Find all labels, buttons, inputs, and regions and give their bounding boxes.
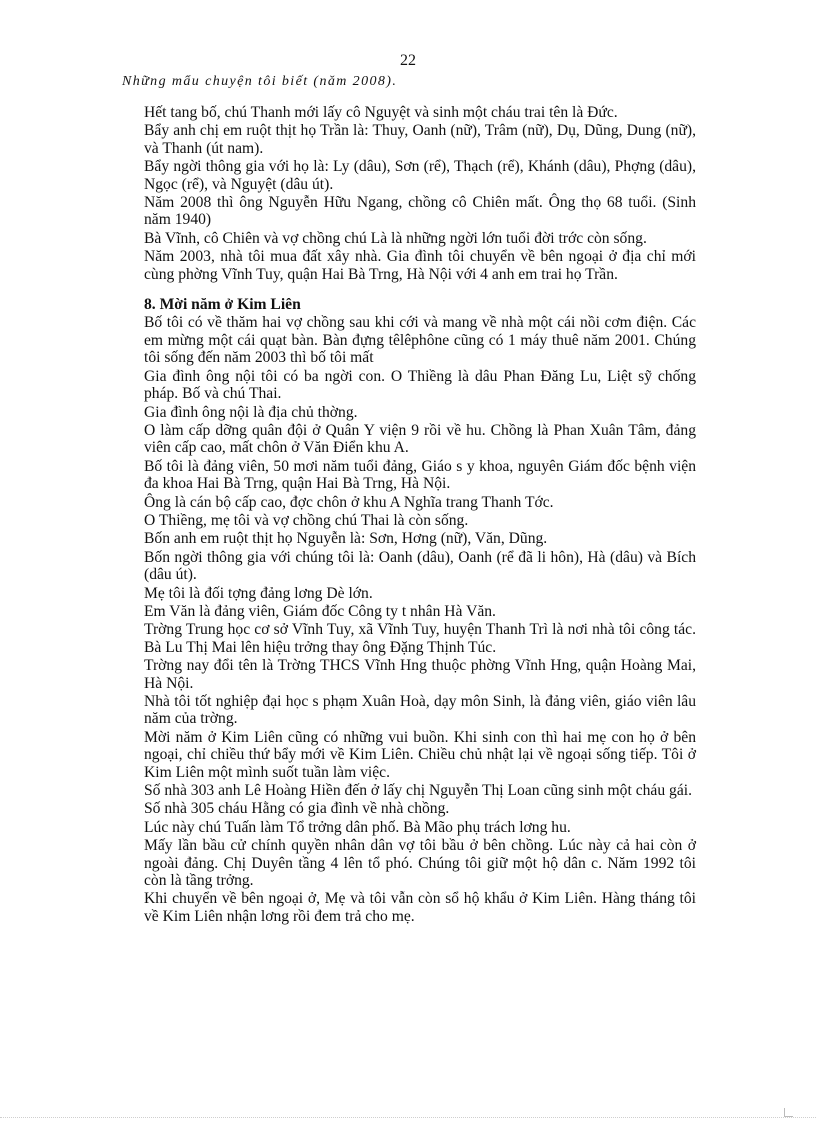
paragraph: Khi chuyển về bên ngoại ở, Mẹ và tôi vẫn còn sổ hộ khẩu ở Kim Liên. Hàng tháng tôi về Kim Liên nhận lơng rồi đem trả cho mẹ. xyxy=(144,890,696,925)
paragraph: Bẩy ngời thông gia với họ là: Ly (dâu), Sơn (rể), Thạch (rể), Khánh (dâu), Phợng (dâu), Ngọc (rể), và Nguyệt (dâu út). xyxy=(144,158,696,193)
paragraph: Hết tang bố, chú Thanh mới lấy cô Nguyệt và sinh một cháu trai tên là Đức. xyxy=(144,104,618,121)
paragraph: O làm cấp dỡng quân đội ở Quân Y viện 9 rồi về hu. Chồng là Phan Xuân Tâm, đảng viên cấp cao, mất chôn ở Văn Điển khu A. xyxy=(144,421,696,457)
paragraph: Trờng Trung học cơ sở Vĩnh Tuy, xã Vĩnh Tuy, huyện Thanh Trì là nơi nhà tôi công tác. Bà Lu Thị Mai lên hiệu trởng thay ông Đặng Thịnh Túc. xyxy=(144,621,696,656)
paragraph: Số nhà 305 cháu Hằng có gia đình về nhà chồng. xyxy=(144,800,450,818)
paragraph: Em Văn là đảng viên, Giám đốc Công ty t nhân Hà Văn. xyxy=(144,602,496,620)
paragraph: Mời năm ở Kim Liên cũng có những vui buồn. Khi sinh con thì hai mẹ con họ ở bên ngoại, chỉ chiều thứ bẩy mới về Kim Liên. Chiều chủ nhật lại về ngoại sống tiếp. Tôi ở Kim Liên một mình suốt tuần làm việc. xyxy=(144,728,696,781)
paragraph: Trờng nay đổi tên là Trờng THCS Vĩnh Hng thuộc phờng Vĩnh Hng, quận Hoàng Mai, Hà Nội. xyxy=(144,657,696,692)
paragraph: Lúc này chú Tuấn làm Tổ trởng dân phố. Bà Mão phụ trách lơng hu. xyxy=(144,818,571,836)
paragraph: Bốn anh em ruột thịt họ Nguyễn là: Sơn, Hơng (nữ), Văn, Dũng. xyxy=(144,530,548,548)
body-text xyxy=(144,104,696,926)
section-heading: 8. Mời năm ở Kim Liên xyxy=(144,296,301,314)
paragraph: Bốn ngời thông gia với chúng tôi là: Oanh (dâu), Oanh (rể đã li hôn), Hà (dâu) và Bích (dâu út). xyxy=(144,548,696,584)
paragraph: Ông là cán bộ cấp cao, đợc chôn ở khu A Nghĩa trang Thanh Tớc. xyxy=(144,493,554,511)
running-header: Những mẩu chuyện tôi biết (năm 2008). xyxy=(122,74,398,89)
footer-rule xyxy=(0,1117,816,1118)
corner-crop-mark xyxy=(784,1108,793,1117)
page-number: 22 xyxy=(400,52,416,69)
paragraph: Mẹ tôi là đối tợng đảng lơng Dè lớn. xyxy=(144,584,373,602)
paragraph: Số nhà 303 anh Lê Hoàng Hiền đến ở lấy chị Nguyễn Thị Loan cũng sinh một cháu gái. xyxy=(144,782,692,800)
paragraph: Bẩy anh chị em ruột thịt họ Trần là: Thuy, Oanh (nữ), Trâm (nữ), Dụ, Dũng, Dung (nữ), và Thanh (út nam). xyxy=(144,122,696,157)
paragraph: Gia đình ông nội tôi có ba ngời con. O Thiềng là dâu Phan Đăng Lu, Liệt sỹ chống pháp. Bố và chú Thai. xyxy=(144,367,696,403)
paragraph: Mấy lần bầu cử chính quyền nhân dân vợ tôi bầu ở bên chồng. Lúc này cả hai còn ở ngoài đảng. Chị Duyên tầng 4 lên tổ phó. Chúng tôi giữ một hộ dân c. Năm 1992 tôi còn là tầng trởng. xyxy=(144,837,696,890)
paragraph: Nhà tôi tốt nghiệp đại học s phạm Xuân Hoà, dạy môn Sinh, là đảng viên, giáo viên lâu năm của trờng. xyxy=(144,693,696,728)
paragraph: Bố tôi là đảng viên, 50 mơi năm tuổi đảng, Giáo s y khoa, nguyên Giám đốc bệnh viện đa khoa Hai Bà Trng, quận Hai Bà Trng, Hà Nội. xyxy=(144,457,696,493)
paragraph: Năm 2003, nhà tôi mua đất xây nhà. Gia đình tôi chuyển về bên ngoại ở địa chỉ mới cùng phờng Vĩnh Tuy, quận Hai Bà Trng, Hà Nội với 4 anh em trai họ Trần. xyxy=(144,248,696,283)
paragraph: Bà Vĩnh, cô Chiên và vợ chồng chú Là là những ngời lớn tuổi đời trớc còn sống. xyxy=(144,229,647,247)
paragraph: Năm 2008 thì ông Nguyễn Hữu Ngang, chồng cô Chiên mất. Ông thọ 68 tuổi. (Sinh năm 1940) xyxy=(144,194,696,229)
paragraph: Bố tôi có về thăm hai vợ chồng sau khi cới và mang về nhà một cái nồi cơm điện. Các em mừng một cái quạt bàn. Bàn đựng têlêphône cũng có 1 máy thuê năm 2001. Chúng tôi sống đến năm 2003 thì bố tôi mất xyxy=(144,314,696,367)
paragraph: O Thiềng, mẹ tôi và vợ chồng chú Thai là còn sống. xyxy=(144,511,469,529)
paragraph: Gia đình ông nội là địa chủ thờng. xyxy=(144,403,358,421)
